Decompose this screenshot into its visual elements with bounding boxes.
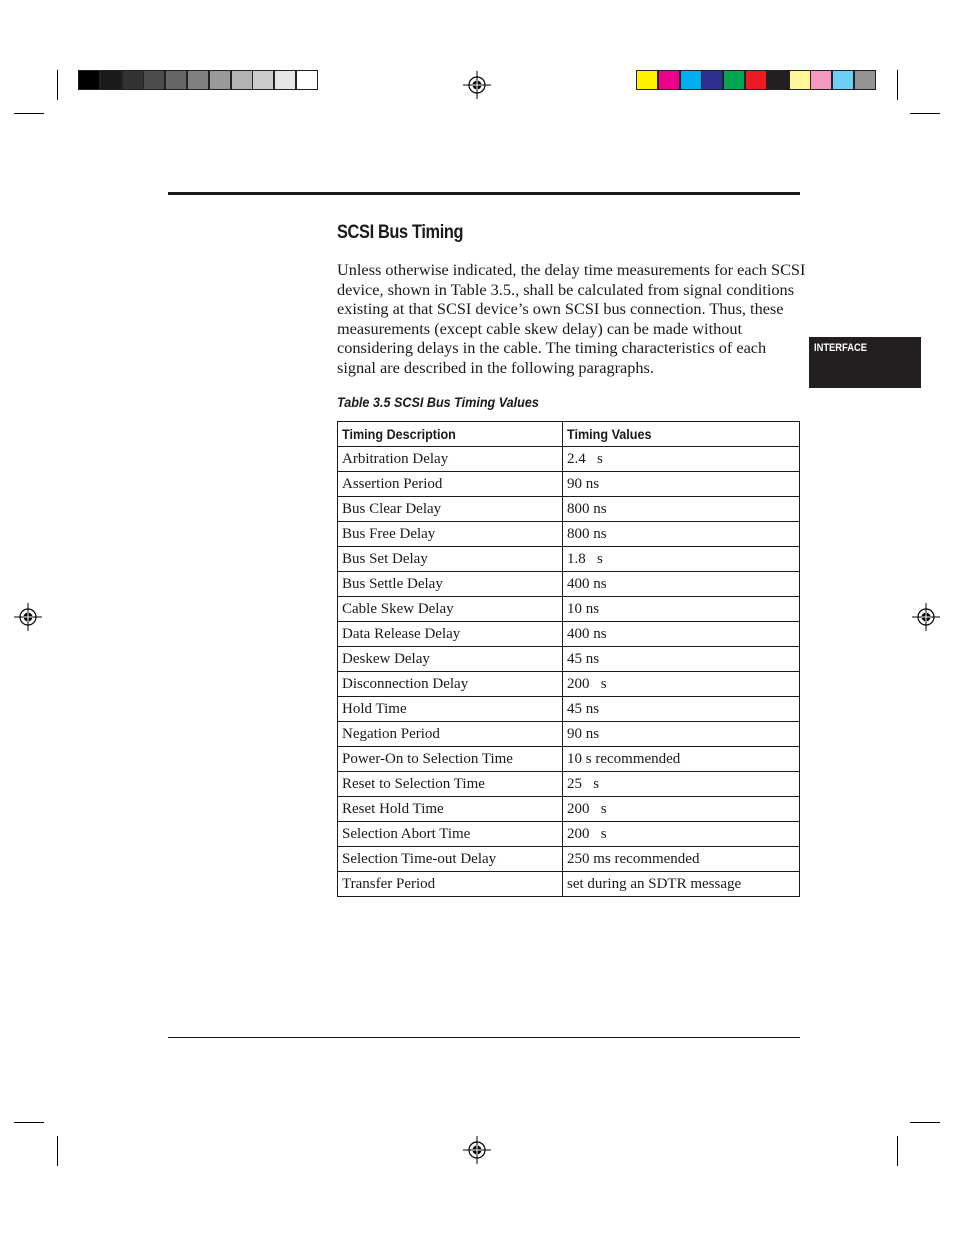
section-body: Unless otherwise indicated, the delay time measurements for each SCSI device, shown in Table 3.5., shall be calculated from signal conditions existing at that SCSI device’s own SCSI bus connection. Thus, these measurements (except cable skew delay) can be made without considering delays in the cable. The timing characteristics of each signal are described in the following paragraphs. xyxy=(337,260,806,377)
timing-description-cell: Selection Abort Time xyxy=(338,822,563,847)
timing-value-cell: 200 s xyxy=(563,797,800,822)
table-row xyxy=(338,797,800,822)
bottom-rule xyxy=(168,1037,800,1038)
timing-description-cell: Reset Hold Time xyxy=(338,797,563,822)
table-row xyxy=(338,597,800,622)
timing-description-cell: Reset to Selection Time xyxy=(338,772,563,797)
timing-description-cell: Cable Skew Delay xyxy=(338,597,563,622)
table-row xyxy=(338,872,800,897)
timing-value-cell: 90 ns xyxy=(563,722,800,747)
gray-swatch xyxy=(100,70,122,90)
color-swatch xyxy=(789,70,811,90)
registration-mark-icon xyxy=(14,603,42,631)
table-header-row xyxy=(338,422,800,447)
timing-description-cell: Bus Free Delay xyxy=(338,522,563,547)
table-row xyxy=(338,547,800,572)
timing-value-cell: 400 ns xyxy=(563,622,800,647)
timing-description-cell: Disconnection Delay xyxy=(338,672,563,697)
timing-description-cell: Negation Period xyxy=(338,722,563,747)
color-swatch xyxy=(680,70,702,90)
timing-description-cell: Arbitration Delay xyxy=(338,447,563,472)
timing-description-cell: Selection Time-out Delay xyxy=(338,847,563,872)
table-row xyxy=(338,747,800,772)
table-row xyxy=(338,822,800,847)
table-row xyxy=(338,522,800,547)
color-swatch xyxy=(701,70,723,90)
table-row xyxy=(338,672,800,697)
table-row xyxy=(338,447,800,472)
timing-value-cell: 25 s xyxy=(563,772,800,797)
gray-swatch xyxy=(78,70,100,90)
table-row xyxy=(338,472,800,497)
timing-description-cell: Hold Time xyxy=(338,697,563,722)
timing-description-cell: Power-On to Selection Time xyxy=(338,747,563,772)
gray-swatch xyxy=(165,70,187,90)
timing-value-cell: 200 s xyxy=(563,822,800,847)
color-swatch xyxy=(767,70,789,90)
registration-mark-icon xyxy=(912,603,940,631)
timing-value-cell: 45 ns xyxy=(563,697,800,722)
gray-swatch xyxy=(143,70,165,90)
timing-value-cell: 250 ms recommended xyxy=(563,847,800,872)
timing-description-cell: Transfer Period xyxy=(338,872,563,897)
header-timing-description: Timing Description xyxy=(338,422,563,447)
timing-description-cell: Deskew Delay xyxy=(338,647,563,672)
timing-table xyxy=(337,421,800,897)
gray-swatch xyxy=(296,70,318,90)
gray-swatch xyxy=(187,70,209,90)
table-caption: Table 3.5 SCSI Bus Timing Values xyxy=(337,394,539,410)
side-tab-label: INTERFACE xyxy=(814,342,867,354)
top-rule xyxy=(168,192,800,195)
timing-description-cell: Bus Settle Delay xyxy=(338,572,563,597)
color-swatch xyxy=(854,70,876,90)
color-swatch xyxy=(810,70,832,90)
table-row xyxy=(338,722,800,747)
timing-value-cell: 10 s recommended xyxy=(563,747,800,772)
table-row xyxy=(338,622,800,647)
gray-swatch xyxy=(122,70,144,90)
timing-value-cell: 200 s xyxy=(563,672,800,697)
timing-value-cell: 10 ns xyxy=(563,597,800,622)
timing-description-cell: Data Release Delay xyxy=(338,622,563,647)
timing-value-cell: set during an SDTR message xyxy=(563,872,800,897)
gray-swatch xyxy=(231,70,253,90)
timing-description-cell: Bus Clear Delay xyxy=(338,497,563,522)
timing-value-cell: 90 ns xyxy=(563,472,800,497)
timing-value-cell: 800 ns xyxy=(563,497,800,522)
table-row xyxy=(338,647,800,672)
timing-description-cell: Assertion Period xyxy=(338,472,563,497)
table-row xyxy=(338,572,800,597)
timing-value-cell: 45 ns xyxy=(563,647,800,672)
timing-value-cell: 1.8 s xyxy=(563,547,800,572)
color-swatch xyxy=(636,70,658,90)
header-timing-values: Timing Values xyxy=(563,422,800,447)
table-row xyxy=(338,772,800,797)
color-swatch xyxy=(832,70,854,90)
registration-mark-icon xyxy=(463,71,491,99)
gray-swatch xyxy=(274,70,296,90)
color-swatch xyxy=(658,70,680,90)
gray-swatch xyxy=(209,70,231,90)
table-row xyxy=(338,697,800,722)
table-row xyxy=(338,497,800,522)
timing-value-cell: 2.4 s xyxy=(563,447,800,472)
timing-description-cell: Bus Set Delay xyxy=(338,547,563,572)
registration-mark-icon xyxy=(463,1136,491,1164)
timing-value-cell: 800 ns xyxy=(563,522,800,547)
color-swatch xyxy=(745,70,767,90)
color-swatch xyxy=(723,70,745,90)
section-title: SCSI Bus Timing xyxy=(337,222,464,243)
timing-value-cell: 400 ns xyxy=(563,572,800,597)
table-row xyxy=(338,847,800,872)
side-tab xyxy=(809,337,921,388)
gray-swatch xyxy=(252,70,274,90)
